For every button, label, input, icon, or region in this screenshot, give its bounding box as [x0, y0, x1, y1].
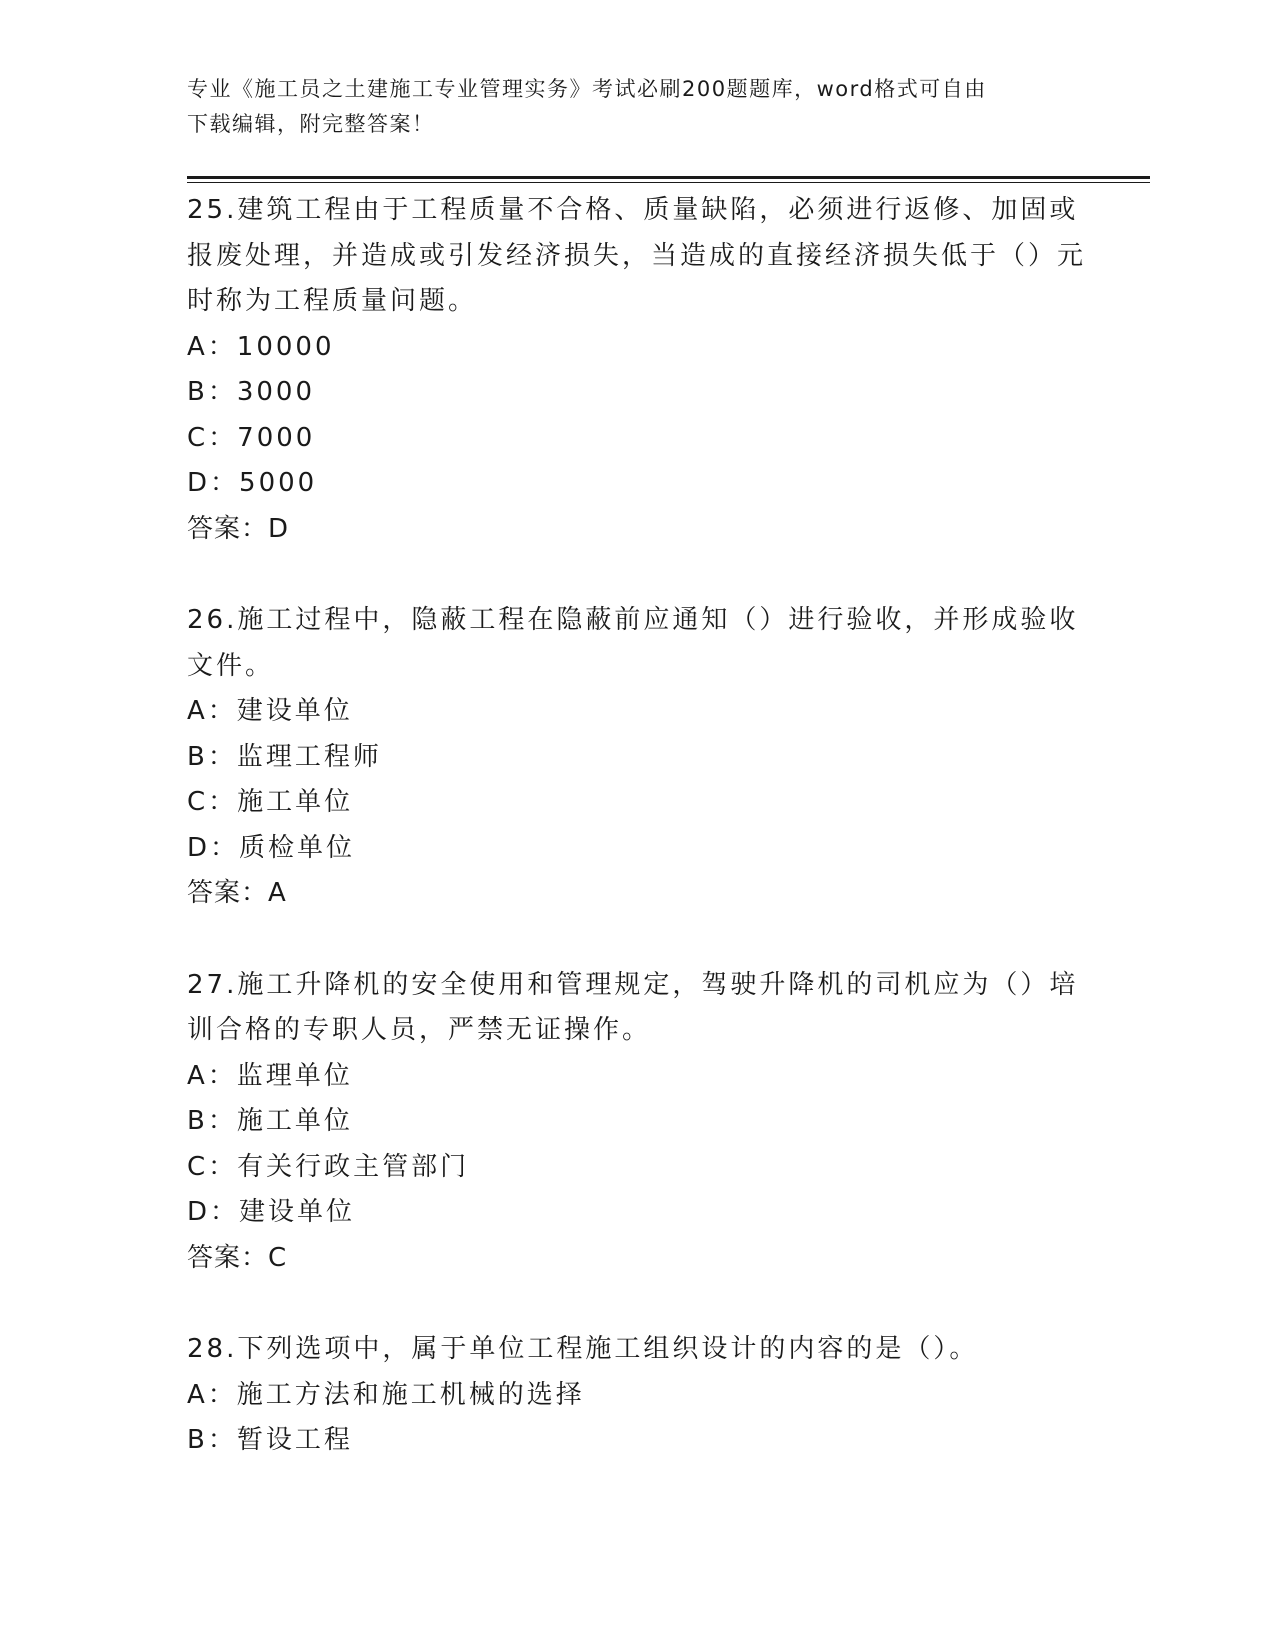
option-b: B：暂设工程 [187, 1425, 353, 1455]
option-b: B：施工单位 [187, 1106, 353, 1136]
question-stem: 26.施工过程中，隐蔽工程在隐蔽前应通知（）进行验收，并形成验收文件。 [187, 605, 1079, 681]
option-d: D：建设单位 [187, 1197, 356, 1227]
header-divider-thin [187, 182, 1150, 183]
answer-text: 答案：C [187, 1242, 288, 1273]
answer-text: 答案：D [187, 513, 290, 544]
option-c: C：施工单位 [187, 787, 354, 817]
option-c: C：7000 [187, 422, 316, 453]
option-d: D：5000 [187, 468, 318, 498]
question-stem: 25.建筑工程由于工程质量不合格、质量缺陷，必须进行返修、加固或报废处理，并造成或引发经济损失，当造成的直接经济损失低于（）元时称为工程质量问题。 [187, 195, 1087, 316]
option-a: A：监理单位 [187, 1060, 353, 1091]
header-divider-thick [187, 176, 1150, 179]
option-d: D：质检单位 [187, 832, 356, 863]
option-b: B：3000 [187, 377, 316, 407]
option-b: B：监理工程师 [187, 741, 382, 772]
header-line-1: 专业《施工员之土建施工专业管理实务》考试必刷200题题库，word格式可自由 [187, 77, 987, 101]
option-c: C：有关行政主管部门 [187, 1151, 470, 1182]
option-a: A：施工方法和施工机械的选择 [187, 1379, 585, 1410]
question-28 [187, 1327, 1087, 1464]
question-list [187, 188, 1087, 1510]
option-a: A：10000 [187, 331, 335, 362]
document-header [187, 72, 1087, 142]
question-27 [187, 963, 1087, 1282]
question-stem: 27.施工升降机的安全使用和管理规定，驾驶升降机的司机应为（）培训合格的专职人员，严禁无证操作。 [187, 969, 1079, 1045]
option-a: A：建设单位 [187, 696, 353, 726]
question-stem: 28.下列选项中，属于单位工程施工组织设计的内容的是（）。 [187, 1334, 979, 1364]
header-line-2: 下载编辑，附完整答案！ [187, 112, 435, 136]
question-25 [187, 188, 1087, 552]
question-26 [187, 598, 1087, 917]
answer-text: 答案：A [187, 878, 287, 908]
